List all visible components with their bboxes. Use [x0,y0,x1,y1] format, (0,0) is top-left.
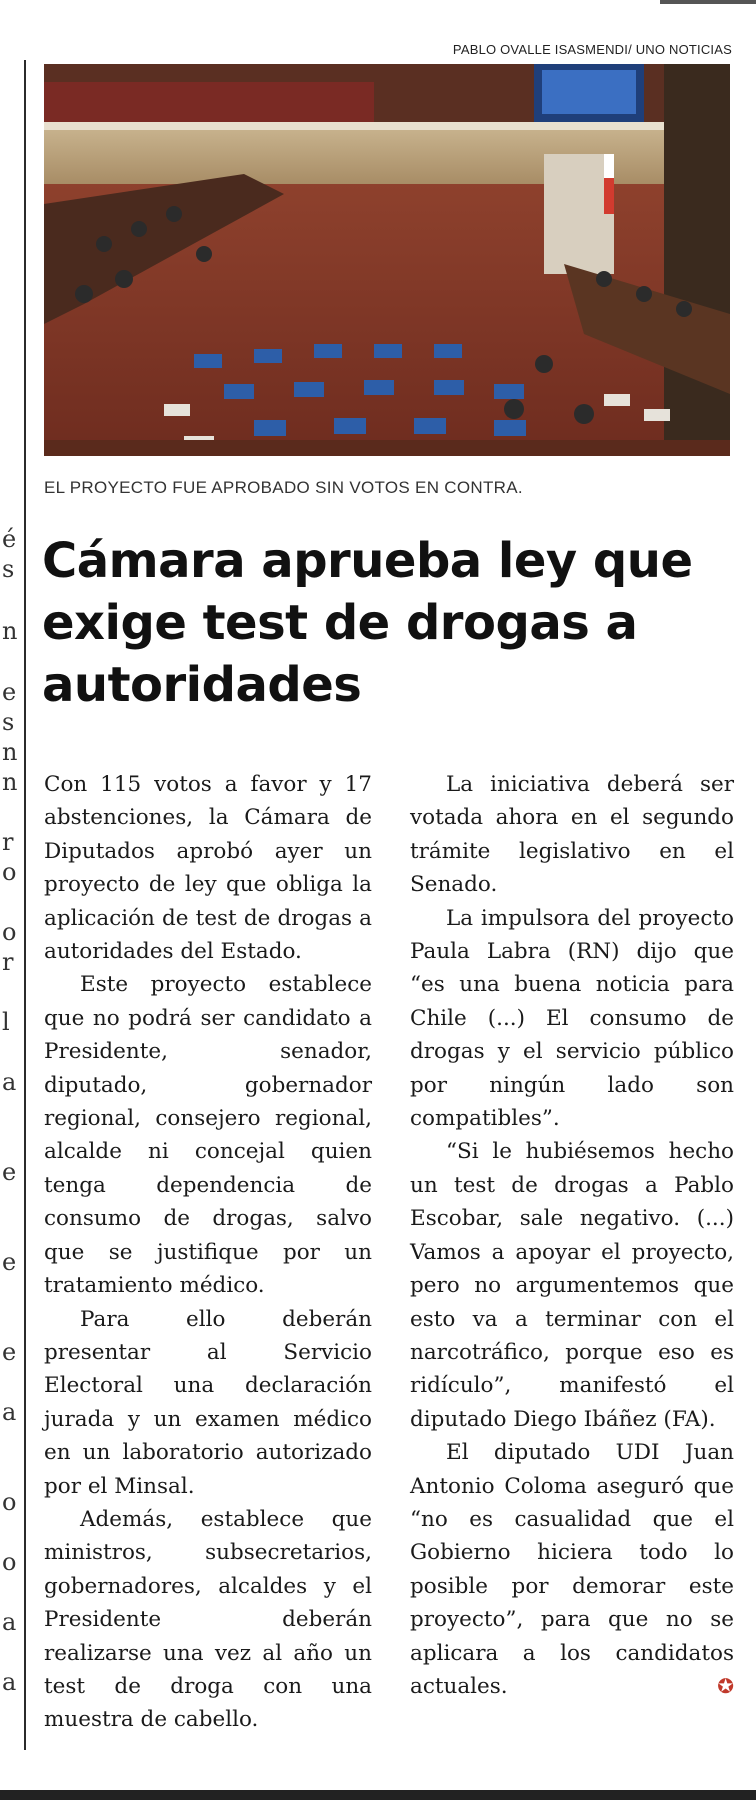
paragraph: La iniciativa deberá ser votada ahora en el segundo trámite legislativo en el Senado. [410,772,734,898]
paragraph: Además, establece que ministros, subsecretarios, gobernadores, alcaldes y el Presidente deberán realizarse una vez al año un test de droga con una muestra de cabello. [44,1506,372,1733]
fragment-letter: s [2,708,15,736]
fragment-letter: n [2,738,18,766]
fragment-letter: s [2,555,15,583]
paragraph: Para ello deberán presentar al Servicio Electoral una declaración jurada y un examen médico en un laboratorio autorizado por el Minsal. [44,1306,372,1499]
fragment-letter: é [2,525,17,553]
photo-caption: EL PROYECTO FUE APROBADO SIN VOTOS EN CONTRA. [44,478,523,497]
top-rule [660,0,756,4]
fragment-letter: e [2,1158,17,1186]
fragment-letter: o [2,858,17,886]
paragraph-text: El diputado UDI Juan Antonio Coloma aseguró que “no es casualidad que el Gobierno hiciera todo lo posible por demorar este proyecto”, para que no se aplicara a los candidatos actuales. [410,1440,734,1699]
paragraph: La impulsora del proyecto Paula Labra (RN) dijo que “es una buena noticia para Chile (...) El consumo de drogas y el servicio público por ningún lado son compatibles”. [410,905,734,1132]
photo-credit: PABLO OVALLE ISASMENDI/ UNO NOTICIAS [452,42,732,57]
end-of-article-icon: ✪ [717,1673,734,1698]
paragraph: Con 115 votos a favor y 17 abstenciones, la Cámara de Diputados aprobó ayer un proyecto de ley que obliga la aplicación de test de drogas a autoridades del Estado. [44,772,372,965]
fragment-letter: e [2,1248,17,1276]
fragment-letter: r [2,948,14,976]
fragment-letter: l [2,1008,10,1036]
fragment-letter: n [2,617,18,645]
body-column-1 [44,768,372,1737]
chamber-photo [44,64,730,456]
paragraph: Este proyecto establece que no podrá ser candidato a Presidente, senador, diputado, gobernador regional, consejero regional, alcalde ni concejal quien tenga dependencia de consumo de drogas, salvo que se justifique por un tratamiento médico. [44,972,372,1299]
fragment-letter: a [2,1398,17,1426]
fragment-letter: e [2,678,17,706]
paragraph: “Si le hubiésemos hecho un test de drogas a Pablo Escobar, sale negativo. (...) Vamos a apoyar el proyecto, pero no argumentemos que esto va a terminar con el narcotráfico, porque eso es ridículo”, manifestó el diputado Diego Ibáñez (FA). [410,1139,734,1432]
fragment-letter: a [2,1068,17,1096]
fragment-letter: o [2,1548,17,1576]
body-column-2 [410,768,734,1703]
fragment-letter: a [2,1608,17,1636]
bottom-rule [0,1790,756,1800]
paragraph [410,1436,734,1703]
fragment-letter: o [2,918,17,946]
fragment-letter: n [2,768,18,796]
fragment-letter: r [2,828,14,856]
headline: Cámara aprueba ley que exige test de drogas a autoridades [42,533,693,713]
column-divider [24,60,26,1750]
fragment-letter: e [2,1338,17,1366]
fragment-letter: o [2,1488,17,1516]
fragment-letter: a [2,1668,17,1696]
